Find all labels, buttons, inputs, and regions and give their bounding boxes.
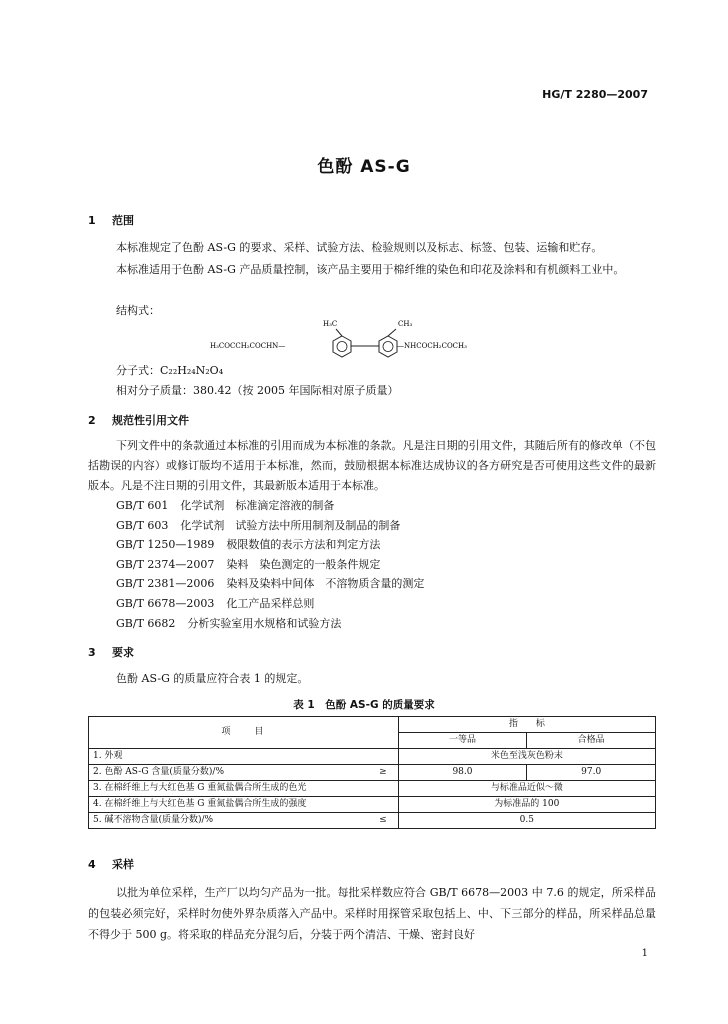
row-value-qualified: 97.0	[527, 765, 656, 781]
reference-item: GB/T 2381—2006 染料及染料中间体 不溶物质含量的测定	[116, 577, 425, 591]
requirements-intro: 色酚 AS-G 的质量应符合表 1 的规定。	[116, 672, 309, 685]
formula-label: 分子式：	[116, 364, 160, 377]
standard-code: HG/T 2280—2007	[542, 88, 648, 101]
section-4-heading	[88, 856, 134, 872]
scope-paragraph-1: 本标准规定了色酚 AS-G 的要求、采样、试验方法、检验规则以及标志、标签、包装、运输和贮存。	[116, 241, 603, 254]
structure-right-group: —NHCOCH₂COCH₃	[397, 342, 467, 350]
table-caption: 表 1 色酚 AS-G 的质量要求	[293, 699, 435, 711]
structure-right-substituent: CH₃	[398, 320, 413, 328]
table-row	[89, 781, 656, 797]
molecular-formula	[116, 362, 223, 378]
references-intro: 下列文件中的条款通过本标准的引用而成为本标准的条款。凡是注日期的引用文件，其随后所有的修改单（不包括勘误的内容）或修订版均不适用于本标准，然而，鼓励根据本标准达成协议的各方研究是否可使用这些文件的最新版本。凡是不注日期的引用文件，其最新版本适用于本标准。	[88, 439, 656, 492]
reference-item: GB/T 601 化学试剂 标准滴定溶液的制备	[116, 499, 335, 512]
section-title: 采样	[112, 858, 134, 871]
row-item: 2. 色酚 AS-G 含量(质量分数)/%	[89, 765, 369, 781]
document-title: 色酚 AS-G	[317, 157, 411, 177]
row-item: 5. 碱不溶物含量(质量分数)/%	[89, 813, 369, 829]
reference-item: GB/T 2374—2007 染料 染色测定的一般条件规定	[116, 557, 381, 571]
section-3-heading	[88, 644, 134, 660]
scope-paragraph-2: 本标准适用于色酚 AS-G 产品质量控制，该产品主要用于棉纤维的染色和印花及涂料和有机颜料工业中。	[116, 263, 625, 276]
table-row	[89, 749, 656, 765]
row-symbol: ≤	[368, 813, 398, 829]
molecular-mass: 相对分子质量：380.42（按 2005 年国际相对原子质量）	[116, 384, 399, 397]
section-number: 4	[88, 858, 96, 871]
structure-label: 结构式：	[116, 304, 160, 317]
quality-requirements-table	[88, 716, 656, 829]
structure-left-substituent: H₃C	[323, 320, 338, 328]
row-value: 0.5	[398, 813, 655, 829]
column-header-item: 项 目	[89, 717, 399, 749]
structural-formula	[210, 314, 520, 362]
column-header-qualified: 合格品	[527, 733, 656, 749]
row-value: 为标准品的 100	[398, 797, 655, 813]
reference-item: GB/T 603 化学试剂 试验方法中所用制剂及制品的制备	[116, 518, 401, 532]
structure-left-group: H₃COCCH₂COCHN—	[210, 342, 286, 350]
reference-item: GB/T 6682 分析实验室用水规格和试验方法	[116, 616, 342, 630]
section-number: 2	[88, 414, 96, 427]
page-number: 1	[641, 948, 648, 959]
table-header-row	[89, 717, 656, 733]
section-2-heading	[88, 412, 189, 428]
benzene-ring-left	[333, 336, 351, 357]
reference-item: GB/T 1250—1989 极限数值的表示方法和判定方法	[116, 538, 381, 552]
benzene-ring-right	[379, 336, 397, 357]
section-number: 1	[88, 214, 96, 227]
row-value: 与标准品近似～微	[398, 781, 655, 797]
row-symbol: ≥	[368, 765, 398, 781]
column-header-first-grade: 一等品	[398, 733, 527, 749]
table-row	[89, 813, 656, 829]
reference-list	[116, 496, 424, 633]
section-title: 要求	[112, 646, 134, 659]
section-title: 范围	[112, 214, 134, 227]
formula-value: C₂₂H₂₄N₂O₄	[160, 364, 224, 377]
reference-item: GB/T 6678—2003 化工产品采样总则	[116, 596, 315, 610]
sampling-paragraph: 以批为单位采样，生产厂以均匀产品为一批。每批采样数应符合 GB/T 6678—2003 中 7.6 的规定，所采样品的包装必须完好，采样时勿使外界杂质落入产品中。采样时用探管采取包括上、中、下三部分的样品，所采样品总量不得少于 500 g。将采取的样品充分混匀后，分装于两个清洁、干燥、密封良好	[88, 886, 656, 941]
row-item: 3. 在棉纤维上与大红色基 G 重氮盐偶合所生成的色光	[89, 781, 399, 797]
column-header-index: 指 标	[398, 717, 655, 733]
row-value-first: 98.0	[398, 765, 527, 781]
section-1-heading	[88, 212, 134, 228]
section-title: 规范性引用文件	[112, 414, 189, 427]
row-value: 米色至浅灰色粉末	[398, 749, 655, 765]
row-item: 1. 外观	[89, 749, 399, 765]
section-number: 3	[88, 646, 96, 659]
row-item: 4. 在棉纤维上与大红色基 G 重氮盐偶合所生成的强度	[89, 797, 399, 813]
table-row	[89, 765, 656, 781]
table-row	[89, 797, 656, 813]
